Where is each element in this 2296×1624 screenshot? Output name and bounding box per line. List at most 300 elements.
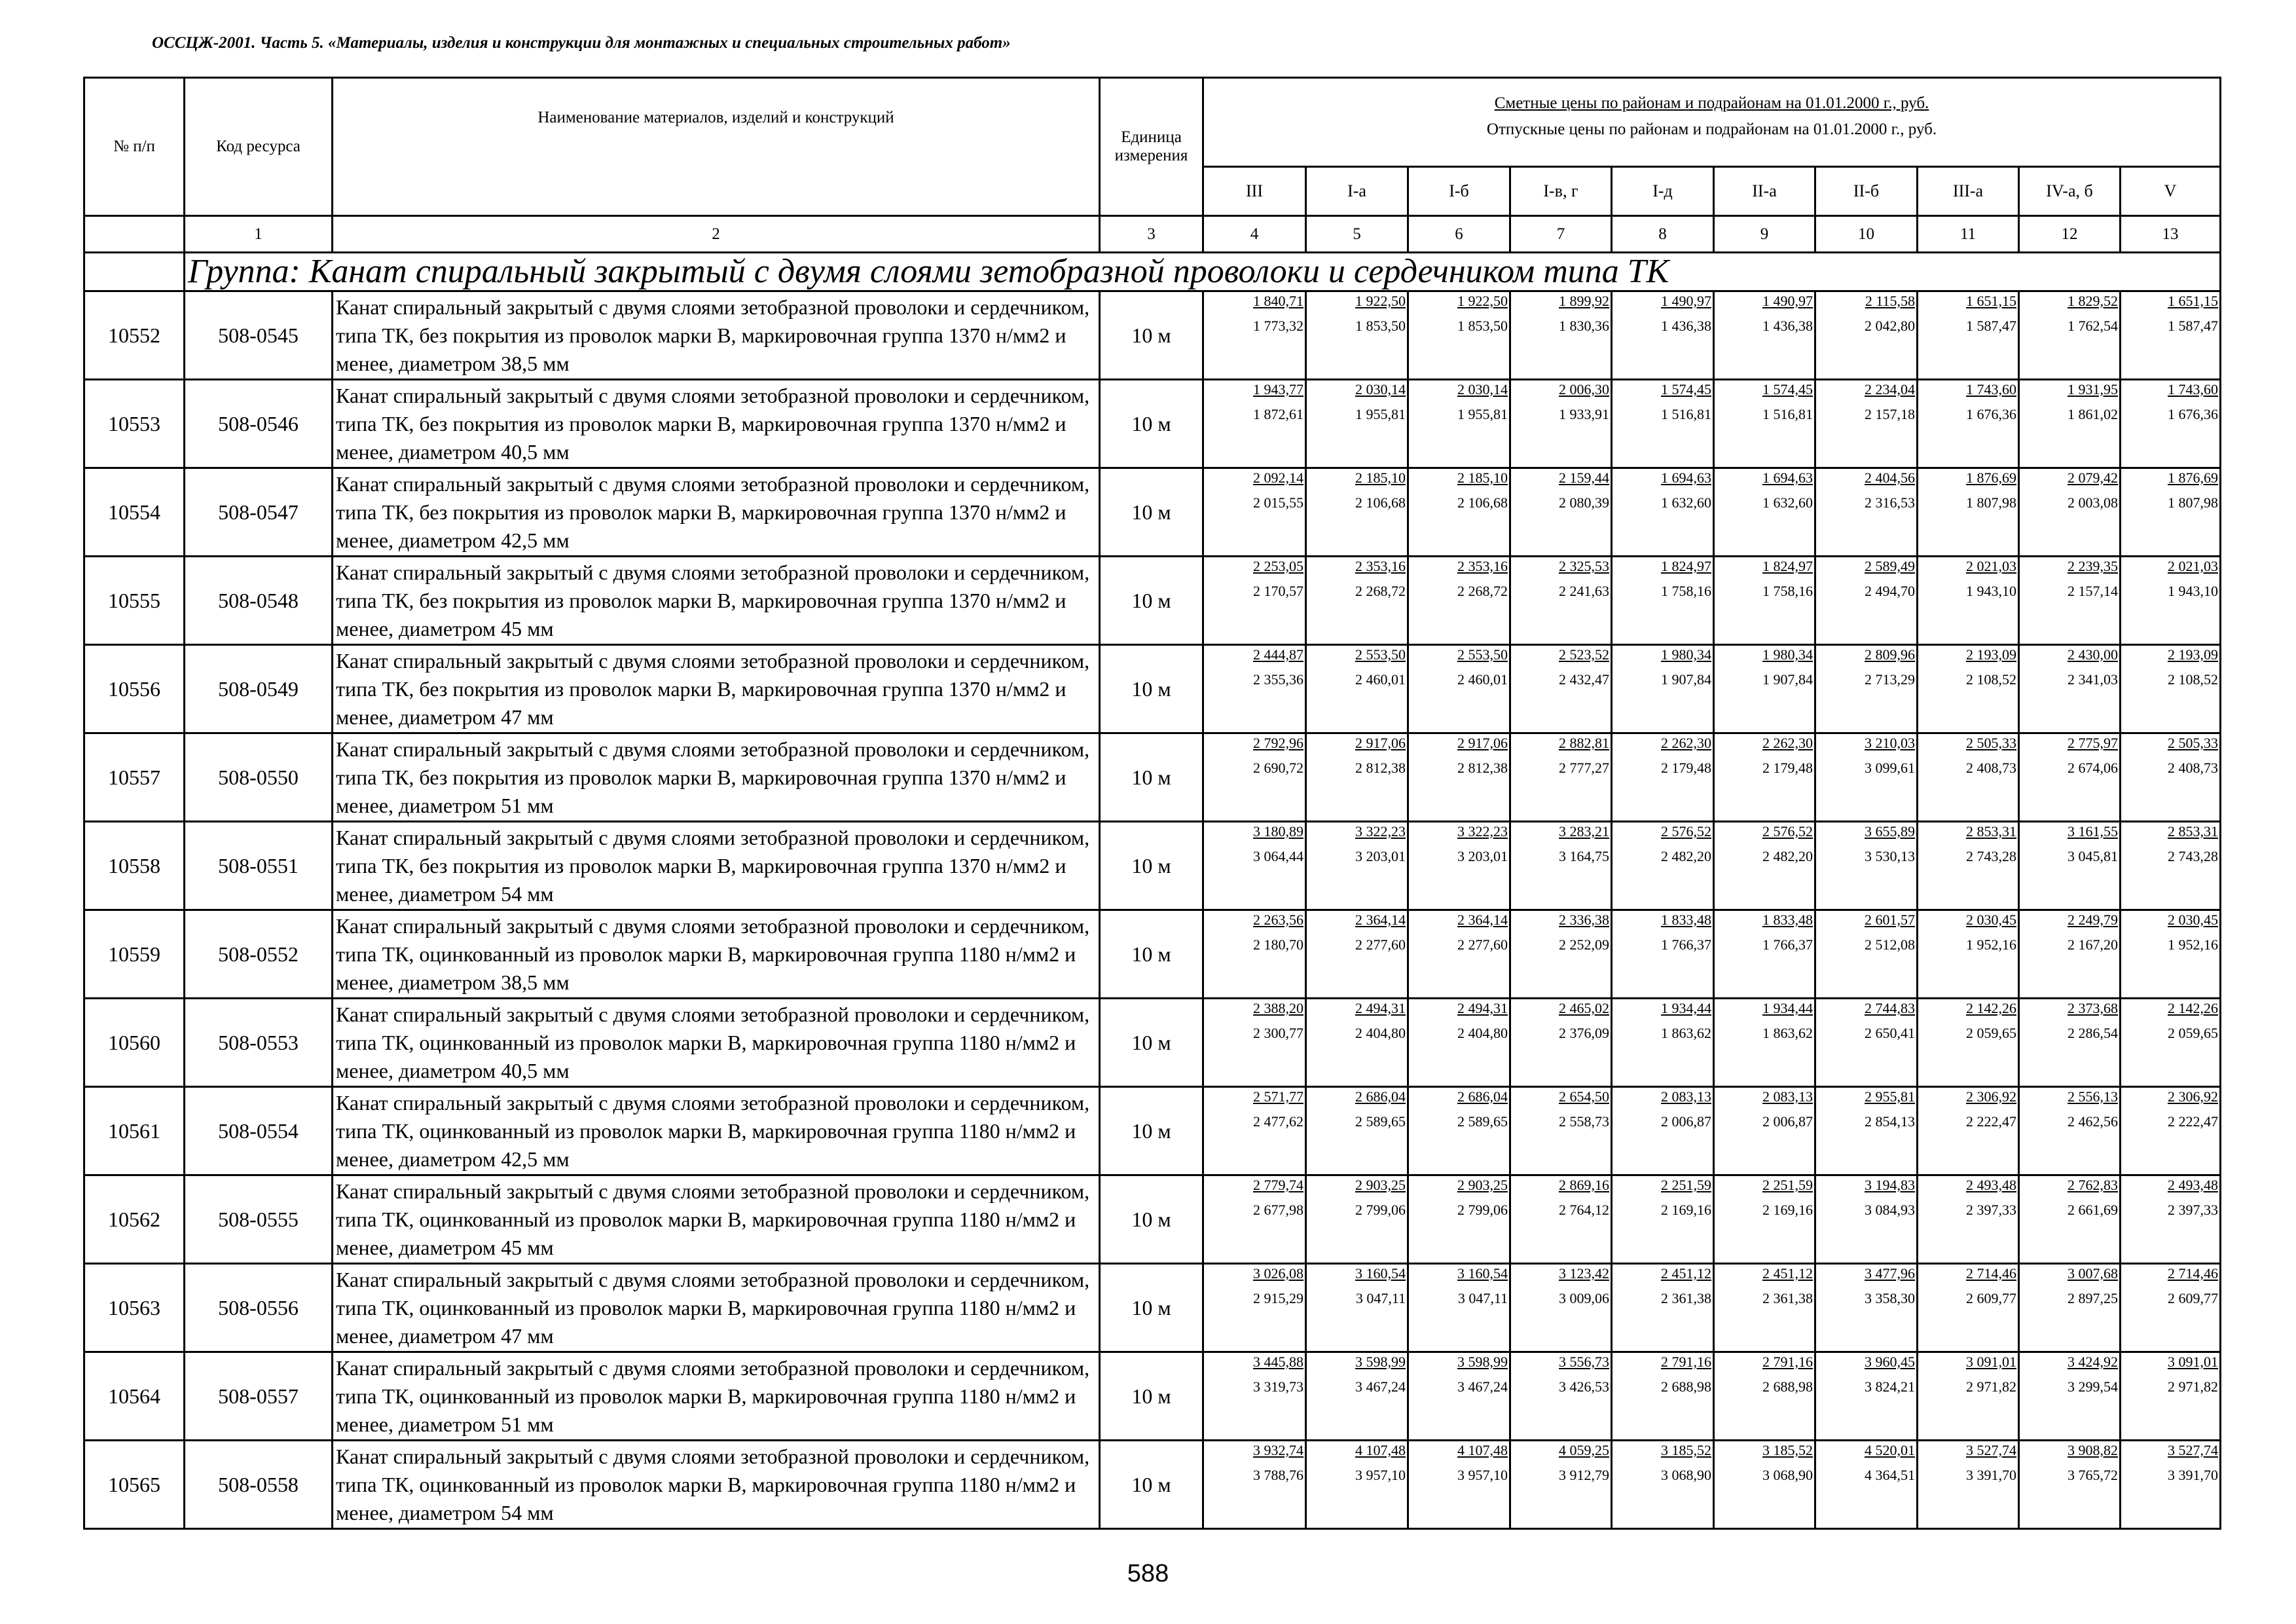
estimate-price: 2 249,79: [2068, 912, 2118, 928]
table-row: [84, 557, 2221, 645]
estimate-price: 3 908,82: [2068, 1442, 2118, 1458]
price-cell: [1203, 1441, 1306, 1529]
estimate-price: 1 922,50: [1457, 293, 1508, 309]
release-price: 2 404,80: [1457, 1025, 1508, 1041]
price-cell: [1918, 1264, 2019, 1352]
price-cell: [1918, 822, 2019, 910]
estimate-price: 2 444,87: [1253, 646, 1303, 663]
price-cell: [1918, 1175, 2019, 1264]
price-cell: [1918, 910, 2019, 999]
price-cell: [1612, 910, 1714, 999]
column-number: 13: [2121, 216, 2221, 253]
release-price: 2 494,70: [1865, 583, 1915, 599]
estimate-price: 1 743,60: [1966, 381, 2016, 397]
release-price: 1 632,60: [1661, 494, 1711, 511]
release-price: 2 609,77: [2168, 1290, 2219, 1306]
release-price: 2 713,29: [1865, 671, 1915, 688]
release-price: 3 426,53: [1559, 1378, 1609, 1395]
release-price: 2 286,54: [2068, 1025, 2118, 1041]
estimate-price: 3 161,55: [2068, 823, 2118, 840]
release-price: 2 015,55: [1253, 494, 1303, 511]
price-cell: [1510, 1264, 1612, 1352]
column-number: 4: [1203, 216, 1306, 253]
header-region: II-б: [1815, 166, 1918, 215]
estimate-price: 3 322,23: [1355, 823, 1406, 840]
estimate-price: 2 792,96: [1253, 735, 1303, 751]
price-cell: [2121, 1087, 2221, 1175]
estimate-price: 3 424,92: [2068, 1354, 2118, 1370]
release-price: 3 299,54: [2068, 1378, 2118, 1395]
price-cell: [1510, 645, 1612, 733]
estimate-price: 2 092,14: [1253, 470, 1303, 486]
row-number: 10559: [84, 910, 185, 999]
estimate-price: 2 021,03: [2168, 558, 2219, 574]
price-cell: [1408, 999, 1510, 1087]
estimate-price: 3 477,96: [1865, 1265, 1915, 1282]
release-price: 1 516,81: [1661, 406, 1711, 422]
estimate-price: 2 451,12: [1762, 1265, 1813, 1282]
estimate-price: 2 917,06: [1457, 735, 1508, 751]
price-cell: [1408, 557, 1510, 645]
release-price: 3 084,93: [1865, 1202, 1915, 1218]
release-price: 3 047,11: [1355, 1290, 1406, 1306]
price-cell: [1714, 1352, 1815, 1441]
row-number: 10554: [84, 468, 185, 557]
price-cell: [1510, 1352, 1612, 1441]
price-cell: [2019, 910, 2121, 999]
price-cell: [2121, 1441, 2221, 1529]
release-price: 2 167,20: [2068, 936, 2118, 953]
table-row: [84, 822, 2221, 910]
price-cell: [2019, 999, 2121, 1087]
estimate-price: 3 598,99: [1457, 1354, 1508, 1370]
material-name: Канат спиральный закрытый с двумя слоями зетобразной проволоки и сердечником, типа ТК, оцинкованный из проволок марки В, маркировочная группа 1180 н/мм2 и менее, диаметром 51 мм: [333, 1352, 1100, 1441]
price-cell: [1408, 910, 1510, 999]
release-price: 2 277,60: [1457, 936, 1508, 953]
price-cell: [2121, 733, 2221, 822]
column-number: 6: [1408, 216, 1510, 253]
release-price: 2 897,25: [2068, 1290, 2118, 1306]
estimate-price: 2 021,03: [1966, 558, 2016, 574]
estimate-price: 1 899,92: [1559, 293, 1609, 309]
estimate-price: 1 876,69: [2168, 470, 2219, 486]
estimate-price: 2 079,42: [2068, 470, 2118, 486]
release-price: 2 042,80: [1865, 318, 1915, 334]
estimate-price: 1 574,45: [1661, 381, 1711, 397]
release-price: 1 758,16: [1661, 583, 1711, 599]
release-price: 2 108,52: [1966, 671, 2016, 688]
estimate-price: 1 931,95: [2068, 381, 2118, 397]
price-cell: [1306, 380, 1408, 468]
price-cell: [1612, 822, 1714, 910]
estimate-price: 1 824,97: [1762, 558, 1813, 574]
release-price: 2 169,16: [1661, 1202, 1711, 1218]
price-cell: [2121, 380, 2221, 468]
release-price: 1 955,81: [1355, 406, 1406, 422]
price-cell: [1612, 645, 1714, 733]
release-price: 2 397,33: [1966, 1202, 2016, 1218]
estimate-price: 2 494,31: [1457, 1000, 1508, 1016]
release-price: 3 009,06: [1559, 1290, 1609, 1306]
column-number: 11: [1918, 216, 2019, 253]
estimate-price: 2 553,50: [1355, 646, 1406, 663]
estimate-price: 2 601,57: [1865, 912, 1915, 928]
price-cell: [1714, 733, 1815, 822]
estimate-price: 1 743,60: [2168, 381, 2219, 397]
material-name: Канат спиральный закрытый с двумя слоями зетобразной проволоки и сердечником, типа ТК, оцинкованный из проволок марки В, маркировочная группа 1180 н/мм2 и менее, диаметром 42,5 мм: [333, 1087, 1100, 1175]
column-number: 5: [1306, 216, 1408, 253]
price-cell: [1714, 1441, 1815, 1529]
estimate-price: 2 465,02: [1559, 1000, 1609, 1016]
header-prices-estimate: Сметные цены по районам и подрайонам на 01.01.2000 г., руб.: [1494, 94, 1929, 112]
estimate-price: 3 932,74: [1253, 1442, 1303, 1458]
header-num: № п/п: [84, 78, 185, 216]
estimate-price: 3 445,88: [1253, 1354, 1303, 1370]
estimate-price: 3 091,01: [2168, 1354, 2219, 1370]
estimate-price: 2 185,10: [1457, 470, 1508, 486]
release-price: 3 391,70: [1966, 1467, 2016, 1483]
release-price: 2 743,28: [1966, 848, 2016, 864]
estimate-price: 2 493,48: [1966, 1177, 2016, 1193]
estimate-price: 2 006,30: [1559, 381, 1609, 397]
estimate-price: 2 253,05: [1253, 558, 1303, 574]
column-number: 2: [333, 216, 1100, 253]
unit-of-measure: 10 м: [1100, 910, 1203, 999]
release-price: 1 907,84: [1661, 671, 1711, 688]
release-price: 2 361,38: [1661, 1290, 1711, 1306]
material-name: Канат спиральный закрытый с двумя слоями зетобразной проволоки и сердечником, типа ТК, без покрытия из проволок марки В, маркировочная группа 1370 н/мм2 и менее, диаметром 40,5 мм: [333, 380, 1100, 468]
price-cell: [1714, 822, 1815, 910]
release-price: 2 376,09: [1559, 1025, 1609, 1041]
resource-code: 508-0553: [185, 999, 333, 1087]
release-price: 3 530,13: [1865, 848, 1915, 864]
release-price: 3 164,75: [1559, 848, 1609, 864]
estimate-price: 1 934,44: [1661, 1000, 1711, 1016]
release-price: 1 516,81: [1762, 406, 1813, 422]
release-price: 4 364,51: [1865, 1467, 1915, 1483]
release-price: 3 064,44: [1253, 848, 1303, 864]
price-cell: [1203, 733, 1306, 822]
header-region: III: [1203, 166, 1306, 215]
estimate-price: 2 762,83: [2068, 1177, 2118, 1193]
resource-code: 508-0545: [185, 291, 333, 380]
estimate-price: 1 490,97: [1661, 293, 1711, 309]
price-cell: [1203, 1087, 1306, 1175]
price-cell: [2121, 557, 2221, 645]
price-cell: [2121, 1264, 2221, 1352]
release-price: 2 558,73: [1559, 1113, 1609, 1130]
price-cell: [2121, 822, 2221, 910]
estimate-price: 1 833,48: [1762, 912, 1813, 928]
release-price: 3 358,30: [1865, 1290, 1915, 1306]
price-cell: [1203, 380, 1306, 468]
price-cell: [1815, 380, 1918, 468]
price-cell: [1612, 291, 1714, 380]
header-prices-release: Отпускные цены по районам и подрайонам на 01.01.2000 г., руб.: [1486, 120, 1937, 138]
release-price: 2 408,73: [2168, 760, 2219, 776]
price-cell: [2019, 1441, 2121, 1529]
release-price: 3 319,73: [1253, 1378, 1303, 1395]
unit-of-measure: 10 м: [1100, 822, 1203, 910]
estimate-price: 2 142,26: [2168, 1000, 2219, 1016]
price-cell: [1306, 1264, 1408, 1352]
release-price: 2 609,77: [1966, 1290, 2016, 1306]
unit-of-measure: 10 м: [1100, 1352, 1203, 1441]
estimate-price: 2 714,46: [2168, 1265, 2219, 1282]
release-price: 1 952,16: [2168, 936, 2219, 953]
release-price: 2 179,48: [1661, 760, 1711, 776]
release-price: 3 957,10: [1355, 1467, 1406, 1483]
estimate-price: 4 107,48: [1457, 1442, 1508, 1458]
release-price: 3 045,81: [2068, 848, 2118, 864]
estimate-price: 2 505,33: [1966, 735, 2016, 751]
release-price: 2 170,57: [1253, 583, 1303, 599]
price-cell: [1306, 999, 1408, 1087]
estimate-price: 2 853,31: [2168, 823, 2219, 840]
price-cell: [1815, 1087, 1918, 1175]
estimate-price: 3 180,89: [1253, 823, 1303, 840]
release-price: 1 762,54: [2068, 318, 2118, 334]
estimate-price: 1 840,71: [1253, 293, 1303, 309]
price-cell: [1918, 1352, 2019, 1441]
estimate-price: 2 185,10: [1355, 470, 1406, 486]
price-cell: [1510, 1087, 1612, 1175]
price-cell: [1918, 380, 2019, 468]
price-cell: [1918, 999, 2019, 1087]
release-price: 1 952,16: [1966, 936, 2016, 953]
release-price: 2 477,62: [1253, 1113, 1303, 1130]
resource-code: 508-0556: [185, 1264, 333, 1352]
table-row: [84, 733, 2221, 822]
release-price: 1 676,36: [2168, 406, 2219, 422]
table-row: [84, 645, 2221, 733]
price-cell: [1306, 1352, 1408, 1441]
estimate-price: 2 494,31: [1355, 1000, 1406, 1016]
estimate-price: 2 336,38: [1559, 912, 1609, 928]
price-cell: [1918, 645, 2019, 733]
price-cell: [1510, 557, 1612, 645]
release-price: 1 955,81: [1457, 406, 1508, 422]
estimate-price: 2 325,53: [1559, 558, 1609, 574]
material-name: Канат спиральный закрытый с двумя слоями зетобразной проволоки и сердечником, типа ТК, без покрытия из проволок марки В, маркировочная группа 1370 н/мм2 и менее, диаметром 42,5 мм: [333, 468, 1100, 557]
price-cell: [1714, 1264, 1815, 1352]
estimate-price: 2 576,52: [1661, 823, 1711, 840]
release-price: 2 080,39: [1559, 494, 1609, 511]
release-price: 2 460,01: [1457, 671, 1508, 688]
release-price: 1 807,98: [2168, 494, 2219, 511]
release-price: 2 006,87: [1762, 1113, 1813, 1130]
release-price: 2 462,56: [2068, 1113, 2118, 1130]
estimate-price: 2 791,16: [1661, 1354, 1711, 1370]
price-cell: [1714, 557, 1815, 645]
price-cell: [1815, 1175, 1918, 1264]
estimate-price: 2 263,56: [1253, 912, 1303, 928]
price-cell: [1918, 468, 2019, 557]
estimate-price: 1 651,15: [2168, 293, 2219, 309]
table-row: [84, 380, 2221, 468]
estimate-price: 2 869,16: [1559, 1177, 1609, 1193]
resource-code: 508-0554: [185, 1087, 333, 1175]
release-price: 2 688,98: [1762, 1378, 1813, 1395]
release-price: 2 432,47: [1559, 671, 1609, 688]
release-price: 2 108,52: [2168, 671, 2219, 688]
price-cell: [1203, 822, 1306, 910]
release-price: 2 812,38: [1355, 760, 1406, 776]
release-price: 2 006,87: [1661, 1113, 1711, 1130]
release-price: 2 277,60: [1355, 936, 1406, 953]
estimate-price: 3 185,52: [1762, 1442, 1813, 1458]
header-region: IV-а, б: [2019, 166, 2121, 215]
row-number: 10560: [84, 999, 185, 1087]
release-price: 2 650,41: [1865, 1025, 1915, 1041]
estimate-price: 2 142,26: [1966, 1000, 2016, 1016]
release-price: 1 830,36: [1559, 318, 1609, 334]
price-cell: [1408, 1441, 1510, 1529]
estimate-price: 2 779,74: [1253, 1177, 1303, 1193]
release-price: 1 766,37: [1762, 936, 1813, 953]
release-price: 2 482,20: [1661, 848, 1711, 864]
release-price: 2 355,36: [1253, 671, 1303, 688]
table-row: [84, 1441, 2221, 1529]
release-price: 3 068,90: [1762, 1467, 1813, 1483]
colnum-empty: [84, 216, 185, 253]
estimate-price: 3 556,73: [1559, 1354, 1609, 1370]
column-number: 1: [185, 216, 333, 253]
estimate-price: 2 556,13: [2068, 1088, 2118, 1105]
release-price: 2 106,68: [1355, 494, 1406, 511]
estimate-price: 2 388,20: [1253, 1000, 1303, 1016]
release-price: 2 180,70: [1253, 936, 1303, 953]
estimate-price: 3 210,03: [1865, 735, 1915, 751]
unit-of-measure: 10 м: [1100, 380, 1203, 468]
release-price: 2 677,98: [1253, 1202, 1303, 1218]
unit-of-measure: 10 м: [1100, 999, 1203, 1087]
release-price: 2 799,06: [1457, 1202, 1508, 1218]
estimate-price: 3 007,68: [2068, 1265, 2118, 1282]
estimate-price: 1 980,34: [1661, 646, 1711, 663]
estimate-price: 1 934,44: [1762, 1000, 1813, 1016]
estimate-price: 1 824,97: [1661, 558, 1711, 574]
estimate-price: 2 493,48: [2168, 1177, 2219, 1193]
estimate-price: 2 030,45: [1966, 912, 2016, 928]
estimate-price: 2 589,49: [1865, 558, 1915, 574]
row-number: 10562: [84, 1175, 185, 1264]
release-price: 1 863,62: [1762, 1025, 1813, 1041]
estimate-price: 2 030,45: [2168, 912, 2219, 928]
estimate-price: 2 523,52: [1559, 646, 1609, 663]
estimate-price: 3 960,45: [1865, 1354, 1915, 1370]
estimate-price: 2 775,97: [2068, 735, 2118, 751]
price-cell: [1408, 291, 1510, 380]
price-cell: [1612, 1264, 1714, 1352]
price-cell: [1815, 1264, 1918, 1352]
release-price: 2 854,13: [1865, 1113, 1915, 1130]
release-price: 1 766,37: [1661, 936, 1711, 953]
estimate-price: 4 107,48: [1355, 1442, 1406, 1458]
estimate-price: 3 026,08: [1253, 1265, 1303, 1282]
price-cell: [1714, 910, 1815, 999]
price-cell: [1815, 910, 1918, 999]
price-cell: [1510, 1441, 1612, 1529]
header-region: V: [2121, 166, 2221, 215]
estimate-price: 2 809,96: [1865, 646, 1915, 663]
release-price: 2 222,47: [2168, 1113, 2219, 1130]
estimate-price: 3 123,42: [1559, 1265, 1609, 1282]
estimate-price: 2 571,77: [1253, 1088, 1303, 1105]
release-price: 1 587,47: [2168, 318, 2219, 334]
price-cell: [1714, 1175, 1815, 1264]
release-price: 3 047,11: [1457, 1290, 1508, 1306]
table-row: [84, 1264, 2221, 1352]
estimate-price: 3 283,21: [1559, 823, 1609, 840]
group-title: Группа: Канат спиральный закрытый с двумя слоями зетобразной проволоки и сердечником типа ТК: [185, 253, 2221, 291]
price-cell: [1306, 468, 1408, 557]
price-cell: [1815, 733, 1918, 822]
estimate-price: 2 115,58: [1865, 293, 1915, 309]
price-cell: [1306, 733, 1408, 822]
price-cell: [1306, 1175, 1408, 1264]
estimate-price: 1 651,15: [1966, 293, 2016, 309]
release-price: 2 106,68: [1457, 494, 1508, 511]
release-price: 3 099,61: [1865, 760, 1915, 776]
resource-code: 508-0549: [185, 645, 333, 733]
estimate-price: 2 251,59: [1762, 1177, 1813, 1193]
price-cell: [1714, 645, 1815, 733]
table-row: [84, 910, 2221, 999]
price-cell: [1306, 557, 1408, 645]
price-cell: [1203, 1175, 1306, 1264]
material-name: Канат спиральный закрытый с двумя слоями зетобразной проволоки и сердечником, типа ТК, без покрытия из проволок марки В, маркировочная группа 1370 н/мм2 и менее, диаметром 54 мм: [333, 822, 1100, 910]
price-cell: [2121, 999, 2221, 1087]
estimate-price: 2 654,50: [1559, 1088, 1609, 1105]
release-price: 2 690,72: [1253, 760, 1303, 776]
release-price: 1 436,38: [1661, 318, 1711, 334]
price-cell: [2019, 1087, 2121, 1175]
release-price: 1 676,36: [1966, 406, 2016, 422]
column-number: 7: [1510, 216, 1612, 253]
release-price: 2 777,27: [1559, 760, 1609, 776]
estimate-price: 2 853,31: [1966, 823, 2016, 840]
resource-code: 508-0555: [185, 1175, 333, 1264]
estimate-price: 3 194,83: [1865, 1177, 1915, 1193]
unit-of-measure: 10 м: [1100, 468, 1203, 557]
release-price: 2 157,18: [1865, 406, 1915, 422]
column-number: 10: [1815, 216, 1918, 253]
price-cell: [1408, 645, 1510, 733]
resource-code: 508-0550: [185, 733, 333, 822]
release-price: 3 912,79: [1559, 1467, 1609, 1483]
table-row: [84, 1087, 2221, 1175]
price-cell: [1815, 822, 1918, 910]
estimate-price: 2 353,16: [1457, 558, 1508, 574]
estimate-price: 2 251,59: [1661, 1177, 1711, 1193]
price-cell: [1203, 557, 1306, 645]
price-table: [83, 77, 2221, 1530]
price-cell: [2019, 822, 2121, 910]
price-cell: [2019, 1352, 2121, 1441]
price-cell: [1612, 468, 1714, 557]
release-price: 2 661,69: [2068, 1202, 2118, 1218]
price-cell: [2019, 468, 2121, 557]
price-cell: [1510, 910, 1612, 999]
estimate-price: 2 262,30: [1661, 735, 1711, 751]
release-price: 1 436,38: [1762, 318, 1813, 334]
estimate-price: 2 744,83: [1865, 1000, 1915, 1016]
estimate-price: 2 505,33: [2168, 735, 2219, 751]
row-number: 10564: [84, 1352, 185, 1441]
release-price: 3 765,72: [2068, 1467, 2118, 1483]
release-price: 1 758,16: [1762, 583, 1813, 599]
